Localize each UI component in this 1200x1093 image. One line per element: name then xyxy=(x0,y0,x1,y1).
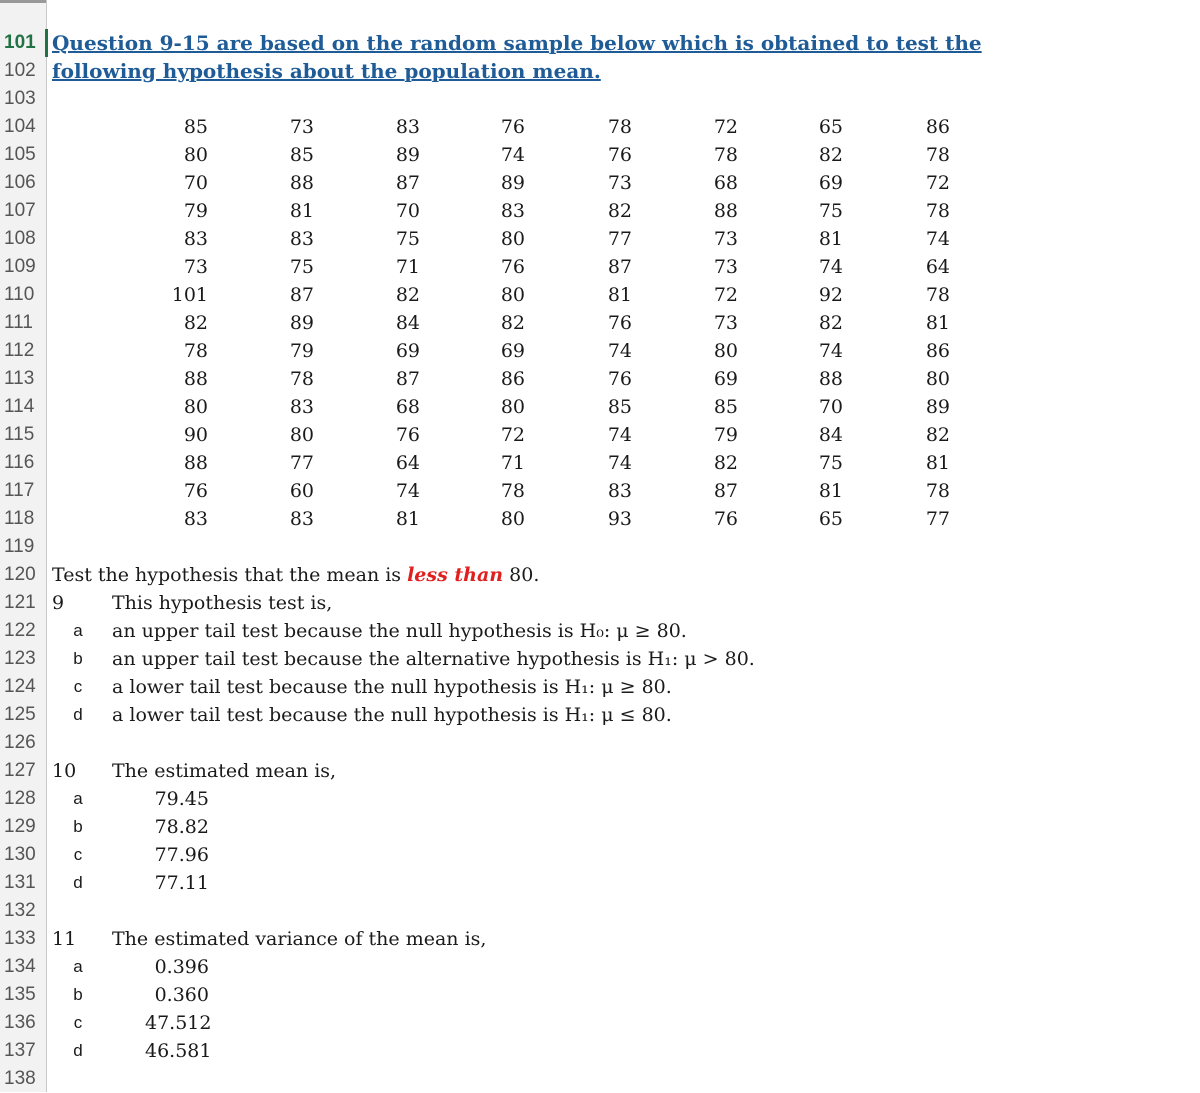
sample-value-cell[interactable]: 78 xyxy=(289,368,314,390)
sample-value-cell[interactable]: 76 xyxy=(607,312,632,334)
sample-value-cell[interactable]: 71 xyxy=(500,452,525,474)
sample-value-cell[interactable]: 80 xyxy=(500,508,525,530)
question-stem[interactable]: The estimated variance of the mean is, xyxy=(112,928,487,950)
row-number[interactable]: 102 xyxy=(4,60,36,81)
sample-value-cell[interactable]: 73 xyxy=(713,256,738,278)
sample-value-cell[interactable]: 81 xyxy=(925,312,950,334)
sample-value-cell[interactable]: 78 xyxy=(500,480,525,502)
option-letter[interactable]: a xyxy=(73,957,83,976)
option-letter[interactable]: b xyxy=(73,649,83,668)
row-number[interactable]: 136 xyxy=(4,1012,36,1033)
row-number[interactable]: 104 xyxy=(4,116,36,137)
sample-value-cell[interactable]: 90 xyxy=(183,424,208,446)
sample-value-cell[interactable]: 83 xyxy=(289,228,314,250)
sample-value-cell[interactable]: 69 xyxy=(818,172,843,194)
sheet-row[interactable] xyxy=(0,813,1200,841)
instruction-suffix: 80. xyxy=(503,564,540,586)
sample-value-cell[interactable]: 75 xyxy=(818,452,843,474)
sample-value-cell[interactable]: 65 xyxy=(818,508,843,530)
sample-value-cell[interactable]: 87 xyxy=(713,480,738,502)
sample-value-cell[interactable]: 78 xyxy=(607,116,632,138)
sample-value-cell[interactable]: 74 xyxy=(818,256,843,278)
sample-value-cell[interactable]: 73 xyxy=(713,228,738,250)
question-stem[interactable]: The estimated mean is, xyxy=(112,760,337,782)
sample-value-cell[interactable]: 60 xyxy=(289,480,314,502)
sheet-row[interactable] xyxy=(0,421,1200,449)
row-number[interactable]: 112 xyxy=(4,340,35,361)
option-letter[interactable]: a xyxy=(73,621,83,640)
sample-value-cell[interactable]: 87 xyxy=(607,256,632,278)
sample-value-cell[interactable]: 88 xyxy=(289,172,314,194)
sheet-row[interactable] xyxy=(0,729,1200,757)
sample-value-cell[interactable]: 83 xyxy=(183,228,208,250)
option-text[interactable]: 77.96 xyxy=(154,844,209,866)
option-letter[interactable]: d xyxy=(73,873,83,892)
sample-value-cell[interactable]: 82 xyxy=(183,312,208,334)
sample-value-cell[interactable]: 89 xyxy=(395,144,420,166)
sheet-row[interactable] xyxy=(0,561,1200,589)
sample-value-cell[interactable]: 69 xyxy=(500,340,525,362)
sample-value-cell[interactable]: 77 xyxy=(289,452,314,474)
sheet-row[interactable] xyxy=(0,645,1200,673)
sheet-row[interactable] xyxy=(0,785,1200,813)
sample-value-cell[interactable]: 70 xyxy=(183,172,208,194)
sample-value-cell[interactable]: 80 xyxy=(289,424,314,446)
sample-value-cell[interactable]: 88 xyxy=(818,368,843,390)
question-number[interactable]: 10 xyxy=(52,760,77,782)
sample-value-cell[interactable]: 85 xyxy=(183,116,208,138)
sample-value-cell[interactable]: 82 xyxy=(500,312,525,334)
sample-value-cell[interactable]: 83 xyxy=(289,396,314,418)
sample-value-cell[interactable]: 89 xyxy=(925,396,950,418)
sheet-row[interactable] xyxy=(0,141,1200,169)
sample-value-cell[interactable]: 76 xyxy=(607,368,632,390)
sample-value-cell[interactable]: 73 xyxy=(183,256,208,278)
sheet-row[interactable] xyxy=(0,1009,1200,1037)
sample-value-cell[interactable]: 82 xyxy=(395,284,420,306)
sample-value-cell[interactable]: 65 xyxy=(818,116,843,138)
question-number[interactable]: 11 xyxy=(52,928,77,950)
sample-value-cell[interactable]: 81 xyxy=(607,284,632,306)
row-number[interactable]: 130 xyxy=(4,844,36,865)
sample-value-cell[interactable]: 82 xyxy=(713,452,738,474)
row-number[interactable]: 128 xyxy=(4,788,36,809)
sample-value-cell[interactable]: 78 xyxy=(183,340,208,362)
row-number[interactable]: 106 xyxy=(4,172,36,193)
option-letter[interactable]: c xyxy=(73,845,83,864)
sample-value-cell[interactable]: 81 xyxy=(818,228,843,250)
row-number[interactable]: 113 xyxy=(4,368,35,389)
sample-value-cell[interactable]: 80 xyxy=(500,228,525,250)
row-number[interactable]: 114 xyxy=(4,396,35,417)
option-letter[interactable]: a xyxy=(73,789,83,808)
row-number[interactable]: 117 xyxy=(4,480,35,501)
sample-value-cell[interactable]: 88 xyxy=(183,368,208,390)
sample-value-cell[interactable]: 83 xyxy=(607,480,632,502)
row-number[interactable]: 111 xyxy=(4,312,33,333)
sheet-row[interactable] xyxy=(0,925,1200,953)
sample-value-cell[interactable]: 76 xyxy=(500,256,525,278)
row-number[interactable]: 123 xyxy=(4,648,36,669)
sample-value-cell[interactable]: 73 xyxy=(607,172,632,194)
row-number[interactable]: 132 xyxy=(4,900,36,921)
sheet-row[interactable] xyxy=(0,477,1200,505)
option-text[interactable]: an upper tail test because the alternative hypothesis is H₁: μ > 80. xyxy=(112,648,755,670)
sample-value-cell[interactable]: 64 xyxy=(925,256,950,278)
row-number[interactable]: 124 xyxy=(4,676,36,697)
sample-value-cell[interactable]: 80 xyxy=(500,396,525,418)
sheet-row[interactable] xyxy=(0,673,1200,701)
sample-value-cell[interactable]: 80 xyxy=(925,368,950,390)
sheet-row[interactable] xyxy=(0,309,1200,337)
sample-value-cell[interactable]: 81 xyxy=(395,508,420,530)
sheet-row[interactable] xyxy=(0,1065,1200,1093)
sample-value-cell[interactable]: 79 xyxy=(289,340,314,362)
row-number[interactable]: 125 xyxy=(4,704,36,725)
sheet-row[interactable] xyxy=(0,533,1200,561)
sample-value-cell[interactable]: 74 xyxy=(500,144,525,166)
row-number[interactable]: 109 xyxy=(4,256,36,277)
sample-value-cell[interactable]: 83 xyxy=(500,200,525,222)
sample-value-cell[interactable]: 77 xyxy=(607,228,632,250)
sheet-row[interactable] xyxy=(0,505,1200,533)
sample-value-cell[interactable]: 83 xyxy=(289,508,314,530)
option-letter[interactable]: c xyxy=(73,1013,83,1032)
option-letter[interactable]: d xyxy=(73,705,83,724)
sample-value-cell[interactable]: 69 xyxy=(713,368,738,390)
instruction-emphasis: less than xyxy=(407,564,504,586)
sample-value-cell[interactable]: 74 xyxy=(925,228,950,250)
sample-value-cell[interactable]: 75 xyxy=(289,256,314,278)
sheet-row[interactable] xyxy=(0,449,1200,477)
sample-value-cell[interactable]: 92 xyxy=(818,284,843,306)
sample-value-cell[interactable]: 80 xyxy=(713,340,738,362)
option-text[interactable]: 46.581 xyxy=(145,1040,212,1062)
sheet-row[interactable] xyxy=(0,1037,1200,1065)
sheet-row[interactable] xyxy=(0,393,1200,421)
row-number[interactable]: 126 xyxy=(4,732,36,753)
sample-value-cell[interactable]: 81 xyxy=(925,452,950,474)
sample-value-cell[interactable]: 82 xyxy=(607,200,632,222)
row-number[interactable]: 110 xyxy=(4,284,35,305)
sample-value-cell[interactable]: 78 xyxy=(925,480,950,502)
row-number[interactable]: 120 xyxy=(4,564,36,585)
row-number[interactable]: 122 xyxy=(4,620,36,641)
sample-value-cell[interactable]: 76 xyxy=(500,116,525,138)
sample-value-cell[interactable]: 71 xyxy=(395,256,420,278)
sample-value-cell[interactable]: 85 xyxy=(289,144,314,166)
row-number[interactable]: 131 xyxy=(4,872,36,893)
sheet-row[interactable] xyxy=(0,953,1200,981)
sample-value-cell[interactable]: 78 xyxy=(713,144,738,166)
sample-value-cell[interactable]: 86 xyxy=(925,116,950,138)
option-letter[interactable]: c xyxy=(73,677,83,696)
option-text[interactable]: 0.396 xyxy=(154,956,209,978)
sheet-row[interactable] xyxy=(0,253,1200,281)
sample-value-cell[interactable]: 75 xyxy=(395,228,420,250)
sample-value-cell[interactable]: 84 xyxy=(818,424,843,446)
sample-value-cell[interactable]: 79 xyxy=(713,424,738,446)
sample-value-cell[interactable]: 74 xyxy=(395,480,420,502)
option-text[interactable]: 78.82 xyxy=(154,816,209,838)
sample-value-cell[interactable]: 70 xyxy=(818,396,843,418)
sheet-row[interactable] xyxy=(0,365,1200,393)
row-number[interactable]: 134 xyxy=(4,956,36,977)
question-stem[interactable]: This hypothesis test is, xyxy=(112,592,333,614)
sheet-row[interactable] xyxy=(0,85,1200,113)
row-number[interactable]: 137 xyxy=(4,1040,36,1061)
sample-value-cell[interactable]: 77 xyxy=(925,508,950,530)
row-number[interactable]: 108 xyxy=(4,228,36,249)
sample-value-cell[interactable]: 88 xyxy=(183,452,208,474)
sheet-row[interactable] xyxy=(0,841,1200,869)
sample-value-cell[interactable]: 72 xyxy=(500,424,525,446)
sample-value-cell[interactable]: 72 xyxy=(713,284,738,306)
sample-value-cell[interactable]: 74 xyxy=(818,340,843,362)
sheet-row[interactable] xyxy=(0,197,1200,225)
sample-value-cell[interactable]: 74 xyxy=(607,452,632,474)
sample-value-cell[interactable]: 76 xyxy=(183,480,208,502)
sample-value-cell[interactable]: 64 xyxy=(395,452,420,474)
sample-value-cell[interactable]: 69 xyxy=(395,340,420,362)
sample-value-cell[interactable]: 72 xyxy=(925,172,950,194)
sample-value-cell[interactable]: 74 xyxy=(607,340,632,362)
sheet-row[interactable] xyxy=(0,589,1200,617)
row-number[interactable]: 138 xyxy=(4,1068,36,1089)
sample-value-cell[interactable]: 86 xyxy=(925,340,950,362)
sample-value-cell[interactable]: 78 xyxy=(925,284,950,306)
sample-value-cell[interactable]: 75 xyxy=(818,200,843,222)
sheet-row[interactable] xyxy=(0,57,1200,85)
sheet-row[interactable] xyxy=(0,225,1200,253)
sample-value-cell[interactable]: 101 xyxy=(171,284,208,306)
sample-value-cell[interactable]: 78 xyxy=(925,144,950,166)
sample-value-cell[interactable]: 76 xyxy=(713,508,738,530)
row-number[interactable]: 105 xyxy=(4,144,36,165)
option-text[interactable]: 47.512 xyxy=(145,1012,212,1034)
hypothesis-instruction[interactable] xyxy=(52,561,539,589)
row-number[interactable]: 116 xyxy=(4,452,35,473)
row-number[interactable]: 101 xyxy=(4,32,36,53)
row-number[interactable]: 118 xyxy=(4,508,35,529)
row-number[interactable]: 121 xyxy=(4,592,36,613)
sheet-row[interactable] xyxy=(0,869,1200,897)
sample-value-cell[interactable]: 86 xyxy=(500,368,525,390)
sample-value-cell[interactable]: 72 xyxy=(713,116,738,138)
row-number[interactable]: 135 xyxy=(4,984,36,1005)
sample-value-cell[interactable]: 83 xyxy=(395,116,420,138)
option-letter[interactable]: b xyxy=(73,817,83,836)
option-text[interactable]: an upper tail test because the null hypothesis is H₀: μ ≥ 80. xyxy=(112,620,687,642)
question-header-line-2[interactable]: following hypothesis about the population mean. xyxy=(52,59,601,83)
sheet-row[interactable] xyxy=(0,337,1200,365)
sheet-row[interactable] xyxy=(0,897,1200,925)
question-number[interactable]: 9 xyxy=(52,592,65,614)
sample-value-cell[interactable]: 68 xyxy=(395,396,420,418)
sample-value-cell[interactable]: 80 xyxy=(183,144,208,166)
option-letter[interactable]: d xyxy=(73,1041,83,1060)
option-text[interactable]: a lower tail test because the null hypothesis is H₁: μ ≤ 80. xyxy=(112,704,672,726)
sheet-row[interactable] xyxy=(0,617,1200,645)
row-number[interactable]: 119 xyxy=(4,536,35,557)
sample-value-cell[interactable]: 87 xyxy=(395,172,420,194)
sample-value-cell[interactable]: 93 xyxy=(607,508,632,530)
row-number[interactable]: 127 xyxy=(4,760,36,781)
sample-value-cell[interactable]: 81 xyxy=(818,480,843,502)
question-header-line-1[interactable]: Question 9-15 are based on the random sample below which is obtained to test the xyxy=(52,31,982,55)
option-text[interactable]: 77.11 xyxy=(154,872,209,894)
sample-value-cell[interactable]: 82 xyxy=(818,144,843,166)
sample-value-cell[interactable]: 85 xyxy=(713,396,738,418)
sample-value-cell[interactable]: 80 xyxy=(183,396,208,418)
sample-value-cell[interactable]: 82 xyxy=(818,312,843,334)
sample-value-cell[interactable]: 84 xyxy=(395,312,420,334)
sample-value-cell[interactable]: 76 xyxy=(395,424,420,446)
sample-value-cell[interactable]: 78 xyxy=(925,200,950,222)
sample-value-cell[interactable]: 89 xyxy=(500,172,525,194)
row-number[interactable]: 129 xyxy=(4,816,36,837)
sample-value-cell[interactable]: 87 xyxy=(395,368,420,390)
sample-value-cell[interactable]: 83 xyxy=(183,508,208,530)
option-letter[interactable]: b xyxy=(73,985,83,1004)
row-header-cutoff xyxy=(0,0,46,3)
sample-value-cell[interactable]: 80 xyxy=(500,284,525,306)
sheet-row[interactable] xyxy=(0,281,1200,309)
sheet-row[interactable] xyxy=(0,981,1200,1009)
row-number[interactable]: 103 xyxy=(4,88,36,109)
sample-value-cell[interactable]: 76 xyxy=(607,144,632,166)
sheet-row[interactable] xyxy=(0,701,1200,729)
sample-value-cell[interactable]: 82 xyxy=(925,424,950,446)
row-number[interactable]: 115 xyxy=(4,424,35,445)
option-text[interactable]: 0.360 xyxy=(154,984,209,1006)
sheet-row[interactable] xyxy=(0,113,1200,141)
sample-value-cell[interactable]: 70 xyxy=(395,200,420,222)
sample-value-cell[interactable]: 79 xyxy=(183,200,208,222)
sample-value-cell[interactable]: 74 xyxy=(607,424,632,446)
row-number[interactable]: 133 xyxy=(4,928,36,949)
sample-value-cell[interactable]: 85 xyxy=(607,396,632,418)
sheet-row[interactable] xyxy=(0,169,1200,197)
sheet-row[interactable] xyxy=(0,29,1200,57)
option-text[interactable]: 79.45 xyxy=(154,788,209,810)
option-text[interactable]: a lower tail test because the null hypothesis is H₁: μ ≥ 80. xyxy=(112,676,672,698)
sample-value-cell[interactable]: 88 xyxy=(713,200,738,222)
instruction-prefix: Test the hypothesis that the mean is xyxy=(52,564,408,586)
row-number[interactable]: 107 xyxy=(4,200,36,221)
sheet-row[interactable] xyxy=(0,757,1200,785)
sample-value-cell[interactable]: 68 xyxy=(713,172,738,194)
sample-value-cell[interactable]: 81 xyxy=(289,200,314,222)
sample-value-cell[interactable]: 73 xyxy=(289,116,314,138)
sample-value-cell[interactable]: 89 xyxy=(289,312,314,334)
sample-value-cell[interactable]: 87 xyxy=(289,284,314,306)
sample-value-cell[interactable]: 73 xyxy=(713,312,738,334)
